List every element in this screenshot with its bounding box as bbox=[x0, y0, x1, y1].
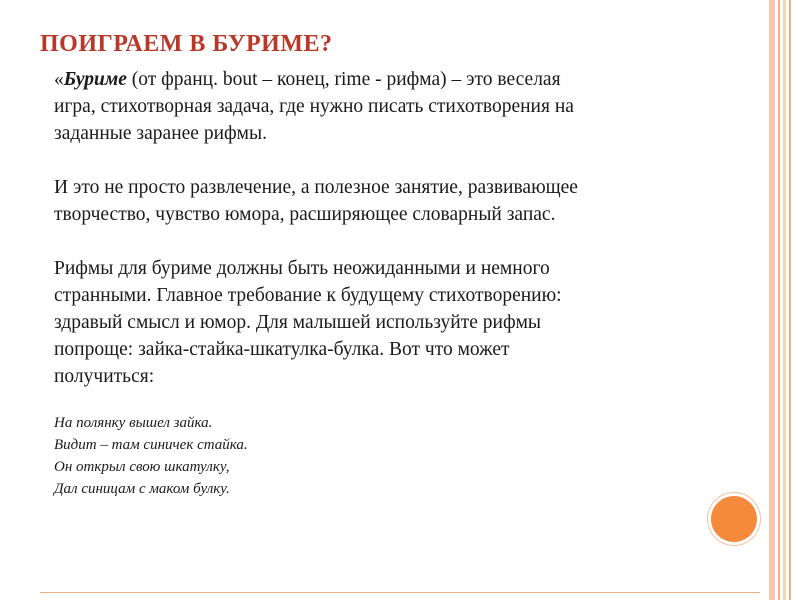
term-burime: Буриме bbox=[63, 69, 127, 90]
paragraph-text: (от франц. bout – конец, rime - рифма) – это веселая bbox=[126, 69, 561, 90]
paragraph-text: игра, стихотворная задача, где нужно писать стихотворения на bbox=[54, 96, 574, 117]
decorative-circle bbox=[711, 496, 757, 542]
paragraph-text: странными. Главное требование к будущему стихотворению: bbox=[54, 285, 562, 306]
poem-line: Он открыл свою шкатулку, bbox=[54, 459, 230, 475]
poem bbox=[54, 412, 744, 500]
paragraph-text: заданные заранее рифмы. bbox=[54, 123, 267, 144]
poem-line: На полянку вышел зайка. bbox=[54, 415, 213, 431]
paragraph-benefits bbox=[54, 174, 744, 228]
paragraph-text: получиться: bbox=[54, 366, 155, 387]
paragraph-text: здравый смысл и юмор. Для малышей используйте рифмы bbox=[54, 312, 542, 333]
decorative-stripe bbox=[789, 0, 791, 600]
slide-title: ПОИГРАЕМ В БУРИМЕ? bbox=[40, 31, 333, 57]
decorative-stripe bbox=[769, 0, 775, 600]
paragraph-definition bbox=[54, 66, 744, 147]
bottom-divider bbox=[40, 592, 760, 593]
quote-mark: « bbox=[54, 69, 64, 90]
poem-line: Дал синицам с маком булку. bbox=[54, 481, 230, 497]
poem-line: Видит – там синичек стайка. bbox=[54, 437, 248, 453]
paragraph-rules bbox=[54, 255, 744, 390]
paragraph-text: Рифмы для буриме должны быть неожиданными и немного bbox=[54, 258, 550, 279]
paragraph-text: творчество, чувство юмора, расширяющее словарный запас. bbox=[54, 204, 556, 225]
paragraph-text: И это не просто развлечение, а полезное занятие, развивающее bbox=[54, 177, 578, 198]
paragraph-text: попроще: зайка-стайка-шкатулка-булка. Вот что может bbox=[54, 339, 510, 360]
decorative-stripe bbox=[783, 0, 786, 600]
slide-body bbox=[54, 66, 744, 500]
decorative-stripe bbox=[778, 0, 780, 600]
